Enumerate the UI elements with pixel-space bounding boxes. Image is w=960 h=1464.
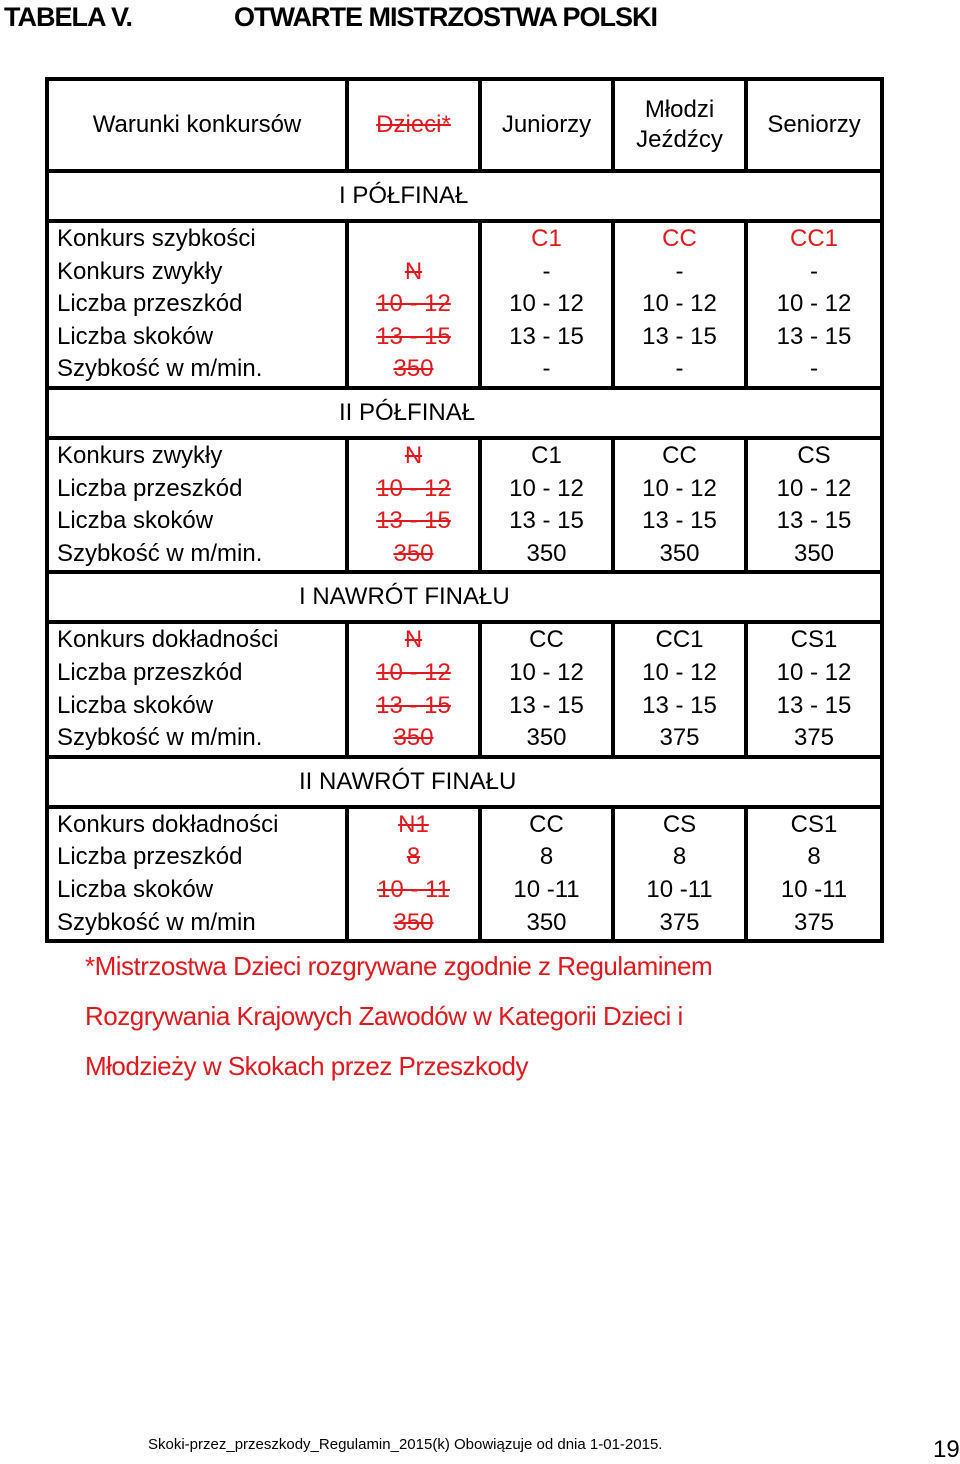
section-data-row [47, 807, 882, 941]
section-column-young_riders [613, 807, 746, 941]
page-title: OTWARTE MISTRZOSTWA POLSKI [234, 2, 657, 32]
condition-label: Liczba skoków [57, 322, 214, 350]
young-riders-value: 10 -11 [646, 875, 713, 903]
condition-label: Szybkość w m/min. [57, 539, 263, 567]
section-title: II NAWRÓT FINAŁU [299, 767, 517, 795]
header-seniors: Seniorzy [746, 79, 882, 171]
condition-label: Konkurs zwykły [57, 441, 223, 469]
footnote-line: *Mistrzostwa Dzieci rozgrywane zgodnie z Regulaminem [85, 951, 713, 981]
children-value: 10 - 12 [376, 290, 451, 318]
young-riders-value: 10 - 12 [642, 658, 717, 686]
section-column-seniors [746, 807, 882, 941]
children-value [349, 223, 478, 256]
section-title: I NAWRÓT FINAŁU [299, 583, 510, 611]
juniors-value: 10 - 12 [509, 658, 584, 686]
young-riders-value: 10 - 12 [642, 290, 717, 318]
section-title-row [47, 388, 882, 438]
seniors-value: CS1 [790, 810, 838, 838]
section-column-children [347, 622, 480, 756]
children-value: 8 [406, 843, 421, 871]
young-riders-value: 13 - 15 [642, 691, 717, 719]
section-column-seniors [746, 622, 882, 756]
section-column-labels [47, 221, 347, 388]
header-juniors: Juniorzy [480, 79, 613, 171]
section-column-children [347, 221, 480, 388]
section-column-juniors [480, 438, 613, 572]
juniors-value: 350 [526, 908, 567, 936]
section-title-spacer [47, 171, 347, 221]
seniors-value: - [810, 355, 818, 383]
section-title-cell [299, 572, 882, 622]
young-riders-value: - [675, 257, 684, 285]
young-riders-value: CC [662, 225, 697, 252]
condition-label: Szybkość w m/min. [57, 724, 263, 752]
juniors-value: 13 - 15 [509, 507, 584, 535]
header-children: Dzieci* [347, 79, 480, 171]
condition-label: Liczba przeszkód [57, 658, 243, 686]
seniors-value: 10 - 12 [776, 474, 852, 502]
condition-label: Konkurs zwykły [57, 257, 223, 285]
seniors-value: 375 [793, 908, 835, 936]
seniors-value: - [810, 257, 818, 285]
competition-conditions-table [45, 77, 884, 943]
section-column-labels [47, 807, 347, 941]
condition-label: Konkurs dokładności [57, 626, 279, 654]
seniors-value: 13 - 15 [776, 507, 852, 535]
condition-label: Konkurs dokładności [57, 810, 279, 838]
juniors-value: 13 - 15 [509, 691, 584, 719]
young-riders-value: 8 [672, 843, 687, 871]
condition-label: Liczba skoków [57, 875, 214, 903]
seniors-value: 13 - 15 [776, 691, 852, 719]
page-number: 19 [933, 1436, 960, 1463]
section-title-row [47, 757, 882, 807]
section-column-children [347, 807, 480, 941]
section-column-juniors [480, 622, 613, 756]
juniors-value: CC [529, 626, 564, 654]
condition-label: Liczba przeszkód [57, 290, 243, 318]
young-riders-value: 10 - 12 [642, 474, 717, 502]
footnote-line: Rozgrywania Krajowych Zawodów w Kategorii Dzieci i [85, 1001, 683, 1031]
seniors-value: CS [797, 441, 831, 469]
section-column-young_riders [613, 622, 746, 756]
condition-label: Szybkość w m/min [57, 908, 256, 936]
condition-label: Konkurs szybkości [57, 225, 256, 252]
section-data-row [47, 438, 882, 572]
footnote [85, 946, 945, 1096]
condition-label: Liczba skoków [57, 691, 214, 719]
juniors-value: CC [529, 810, 564, 838]
children-value: N [404, 441, 423, 469]
children-value: 10 - 12 [376, 474, 451, 502]
children-value: 10 - 12 [376, 658, 451, 686]
children-value: N [404, 257, 423, 285]
header-young-riders: Młodzi Jeźdźcy [613, 79, 746, 171]
young-riders-value: CC [662, 441, 697, 469]
seniors-value: 10 - 12 [776, 658, 852, 686]
children-value: 13 - 15 [376, 322, 451, 350]
young-riders-value: 350 [659, 539, 700, 567]
juniors-value: 350 [526, 539, 567, 567]
children-value: 350 [393, 908, 434, 936]
footnote-line: Młodzieży w Skokach przez Przeszkody [85, 1051, 528, 1081]
section-data-row [47, 221, 882, 388]
seniors-value: CC1 [789, 225, 838, 252]
section-title: II PÓŁFINAŁ [339, 398, 476, 426]
seniors-value: 8 [807, 843, 821, 871]
section-column-young_riders [613, 438, 746, 572]
young-riders-value: CC1 [655, 626, 704, 654]
page-title-row [0, 0, 960, 36]
juniors-value: 10 - 12 [509, 290, 584, 318]
section-title-row [47, 572, 882, 622]
children-value: 13 - 15 [376, 691, 451, 719]
juniors-value: C1 [531, 441, 562, 469]
section-column-labels [47, 622, 347, 756]
juniors-value: 13 - 15 [509, 322, 584, 350]
young-riders-value: - [675, 355, 684, 383]
seniors-value: 10 -11 [780, 875, 848, 903]
section-column-labels [47, 438, 347, 572]
juniors-value: 350 [526, 724, 567, 752]
section-column-juniors [480, 221, 613, 388]
section-title-spacer [47, 388, 347, 438]
section-title-row [47, 171, 882, 221]
section-column-seniors [746, 438, 882, 572]
condition-label: Liczba przeszkód [57, 843, 243, 871]
juniors-value: 10 -11 [513, 875, 580, 903]
juniors-value: 10 - 12 [509, 474, 584, 502]
section-column-young_riders [613, 221, 746, 388]
section-title-cell [339, 388, 882, 438]
young-riders-value: CS [662, 810, 697, 838]
young-riders-value: 13 - 15 [642, 507, 717, 535]
condition-label: Liczba przeszkód [57, 474, 243, 502]
section-column-children [347, 438, 480, 572]
seniors-value: 13 - 15 [776, 322, 852, 350]
children-value: 350 [393, 724, 434, 752]
seniors-value: 350 [793, 539, 835, 567]
children-value: 350 [393, 355, 434, 383]
children-value: N1 [398, 810, 429, 838]
juniors-value: - [542, 257, 551, 285]
children-value: 10 - 11 [377, 875, 450, 903]
children-value: 13 - 15 [376, 507, 451, 535]
young-riders-value: 375 [659, 908, 700, 936]
juniors-value: C1 [531, 225, 562, 252]
section-column-seniors [746, 221, 882, 388]
juniors-value: - [542, 355, 551, 383]
juniors-value: 8 [539, 843, 554, 871]
children-value: N [404, 626, 423, 654]
header-conditions: Warunki konkursów [47, 79, 347, 171]
seniors-value: 375 [793, 724, 835, 752]
section-title: I PÓŁFINAŁ [339, 182, 469, 209]
section-column-juniors [480, 807, 613, 941]
table-number: TABELA V. [4, 2, 133, 32]
section-title-cell [299, 757, 882, 807]
children-value: 350 [393, 539, 434, 567]
section-data-row [47, 622, 882, 756]
page-footer: Skoki-przez_przeszkody_Regulamin_2015(k) Obowiązuje od dnia 1-01-2015. [148, 1436, 663, 1453]
young-riders-value: 13 - 15 [642, 322, 717, 350]
condition-label: Liczba skoków [57, 507, 214, 535]
table-header-row [47, 79, 882, 171]
condition-label: Szybkość w m/min. [57, 355, 263, 383]
seniors-value: 10 - 12 [776, 290, 852, 318]
seniors-value: CS1 [790, 626, 838, 654]
section-title-cell [339, 171, 882, 221]
young-riders-value: 375 [659, 724, 700, 752]
